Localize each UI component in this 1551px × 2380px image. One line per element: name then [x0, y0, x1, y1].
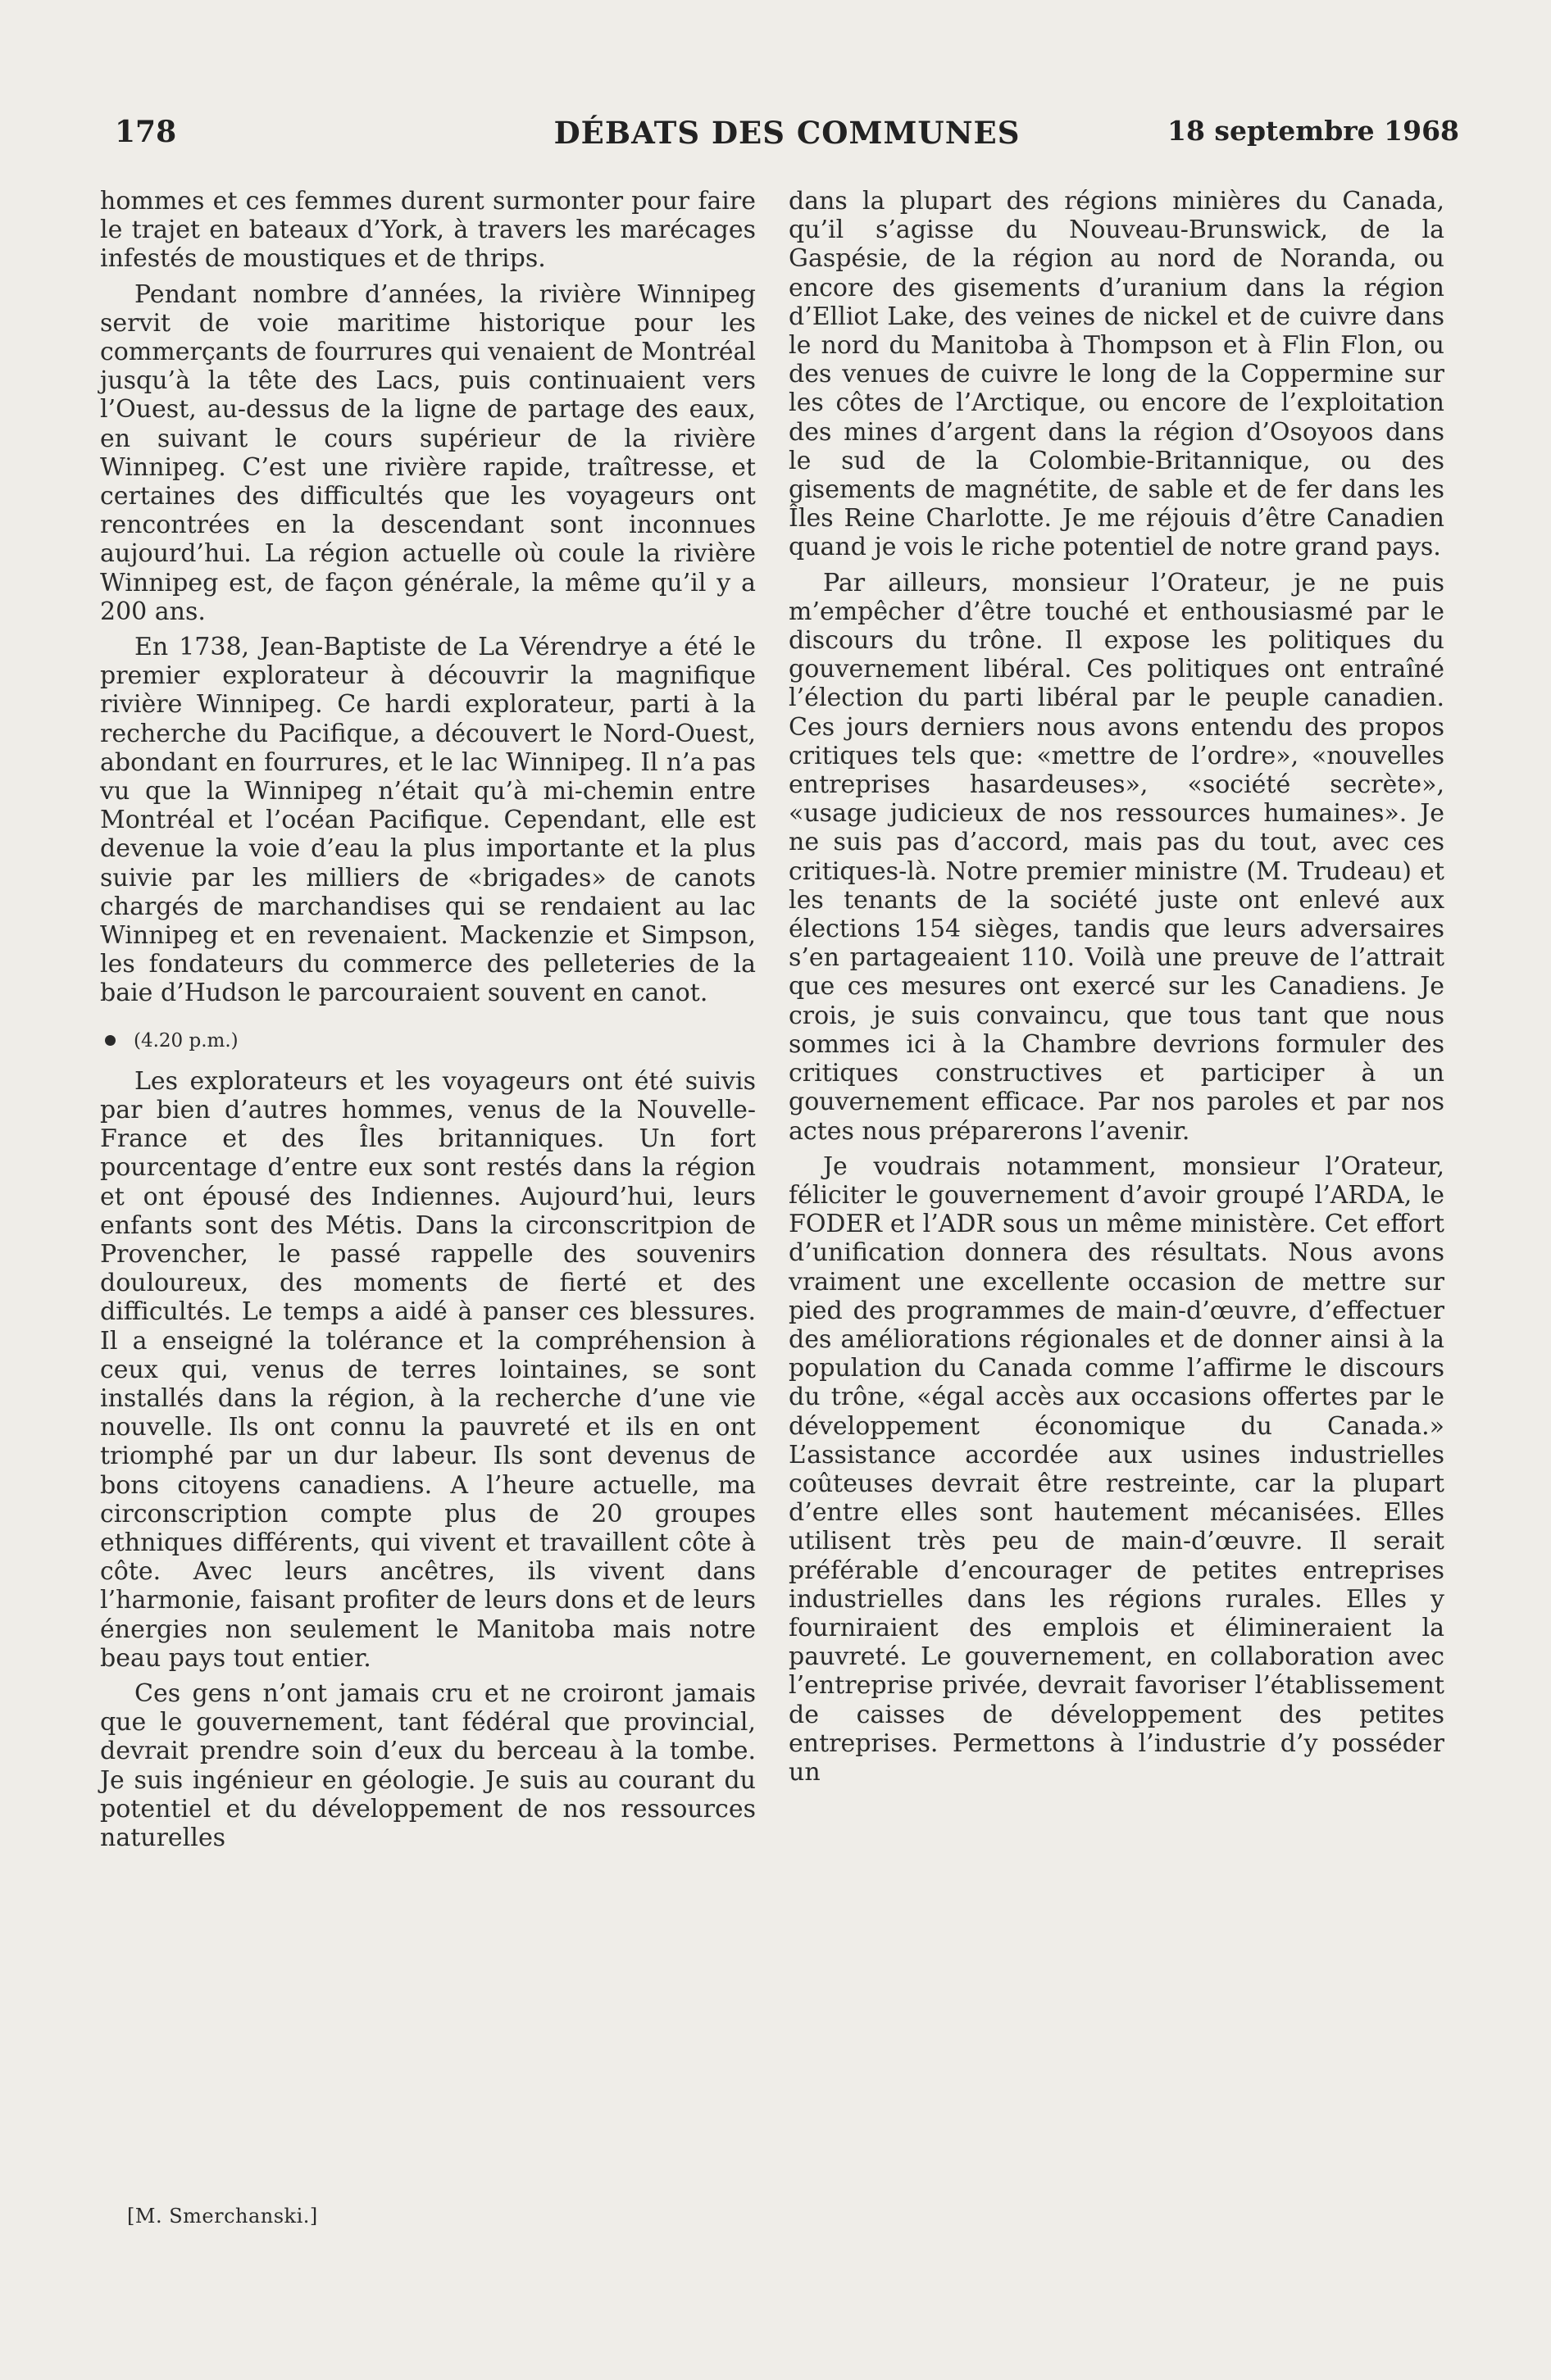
paragraph: Les explorateurs et les voyageurs ont été suivis par bien d’autres hommes, venus de la Nouvelle-France et des Îles britanniques. Un fort pourcentage d’entre eux sont restés dans la région et ont épousé des Indiennes. Aujourd’hui, leurs enfants sont des Métis. Dans la circonscritpion de Provencher, le passé rappelle des souvenirs douloureux, des moments de fierté et des difficultés. Le temps a aidé à panser ces blessures. Il a enseigné la tolérance et la compréhension à ceux qui, venus de terres lointaines, se sont installés dans la région, à la recherche d’une vie nouvelle. Ils ont connu la pauvreté et ils en ont triomphé par un dur labeur. Ils sont devenus de bons citoyens canadiens. A l’heure actuelle, ma circonscription compte plus de 20 groupes ethniques différents, qui vivent et travaillent côte à côte. Avec leurs ancêtres, ils vivent dans l’harmonie, faisant profiter de leurs dons et de leurs énergies non seulement le Manitoba mais notre beau pays tout entier. [100, 1066, 756, 1673]
time-marker-text: (4.20 p.m.) [134, 1029, 239, 1051]
left-column [100, 187, 756, 1859]
paragraph: dans la plupart des régions minières du Canada, qu’il s’agisse du Nouveau-Brunswick, de la Gaspésie, de la région au nord de Noranda, ou encore des gisements d’uranium dans la région d’Elliot Lake, des veines de nickel et de cuivre dans le nord du Manitoba à Thompson et à Flin Flon, ou des venues de cuivre le long de la Coppermine sur les côtes de l’Arctique, ou encore de l’exploitation des mines d’argent dans la région d’Osoyoos dans le sud de la Colombie-Britannique, ou des gisements de magnétite, de sable et de fer dans les Îles Reine Charlotte. Je me réjouis d’être Canadien quand je vois le riche potentiel de notre grand pays. [789, 187, 1444, 562]
page-number: 178 [115, 115, 177, 149]
paragraph: Par ailleurs, monsieur l’Orateur, je ne puis m’empêcher d’être touché et enthousiasmé par le discours du trône. Il expose les politiques du gouvernement libéral. Ces politiques ont entraîné l’élection du parti libéral par le peuple canadien. Ces jours derniers nous avons entendu des propos critiques tels que: «mettre de l’ordre», «nouvelles entreprises hasardeuses», «société secrète», «usage judicieux de nos ressources humaines». Je ne suis pas d’accord, mais pas du tout, avec ces critiques-là. Notre premier ministre (M. Trudeau) et les tenants de la société juste ont enlevé aux élections 154 sièges, tandis que leurs adversaires s’en partageaient 110. Voilà une preuve de l’attrait que ces mesures ont exercé sur les Canadiens. Je crois, je suis convaincu, que tous tant que nous sommes ici à la Chambre devrions formuler des critiques constructives et participer à un gouvernement efficace. Par nos paroles et par nos actes nous préparerons l’avenir. [789, 568, 1444, 1146]
journal-title: DÉBATS DES COMMUNES [553, 115, 1021, 151]
paragraph: Je voudrais notamment, monsieur l’Orateur, féliciter le gouvernement d’avoir groupé l’ARDA, le FODER et l’ADR sous un même ministère. Cet effort d’unification donnera des résultats. Nous avons vraiment une excellente occasion de mettre sur pied des programmes de main-d’œuvre, d’effectuer des améliorations régionales et de donner ainsi à la population du Canada comme l’affirme le discours du trône, «égal accès aux occasions offertes par le développement économique du Canada.» L’assistance accordée aux usines industrielles coûteuses devrait être restreinte, car la plupart d’entre elles sont hautement mécanisées. Elles utilisent très peu de main-d’œuvre. Il serait préférable d’encourager de petites entreprises industrielles dans les régions rurales. Elles y fourniraient des emplois et élimineraient la pauvreté. Le gouvernement, en collaboration avec l’entreprise privée, devrait favoriser l’établissement de caisses de développement des petites entreprises. Permettons à l’industrie d’y posséder un [789, 1151, 1444, 1787]
paragraph: En 1738, Jean-Baptiste de La Vérendrye a été le premier explorateur à découvrir la magnifique rivière Winnipeg. Ce hardi explorateur, parti à la recherche du Pacifique, a découvert le Nord-Ouest, abondant en fourrures, et le lac Winnipeg. Il n’a pas vu que la Winnipeg n’était qu’à mi-chemin entre Montréal et l’océan Pacifique. Cependant, elle est devenue la voie d’eau la plus importante et la plus suivie par les milliers de «brigades» de canots chargés de marchandises qui se rendaient au lac Winnipeg et en revenaient. Mackenzie et Simpson, les fondateurs du commerce des pelleteries de la baie d’Hudson le parcouraient souvent en canot. [100, 633, 756, 1008]
time-marker [100, 1029, 756, 1052]
paragraph: Pendant nombre d’années, la rivière Winnipeg servit de voie maritime historique pour les commerçants de fourrures qui venaient de Montréal jusqu’à la tête des Lacs, puis continuaient vers l’Ouest, au-dessus de la ligne de partage des eaux, en suivant le cours supérieur de la rivière Winnipeg. C’est une rivière rapide, traîtresse, et certaines des difficultés que les voyageurs ont rencontrées en la descendant sont inconnues aujourd’hui. La région actuelle où coule la rivière Winnipeg est, de façon générale, la même qu’il y a 200 ans. [100, 279, 756, 626]
speaker-tag: [M. Smerchanski.] [127, 2205, 318, 2228]
paragraph: Ces gens n’ont jamais cru et ne croiront jamais que le gouvernement, tant fédéral que provincial, devrait prendre soin d’eux du berceau à la tombe. Je suis ingénieur en géologie. Je suis au courant du potentiel et du développement de nos ressources naturelles [100, 1678, 756, 1852]
right-column [789, 187, 1444, 1793]
paragraph: hommes et ces femmes durent surmonter pour faire le trajet en bateaux d’York, à travers les marécages infestés de moustiques et de thrips. [100, 187, 756, 274]
header-date: 18 septembre 1968 [1167, 115, 1459, 147]
bullet-icon [105, 1035, 116, 1046]
page-header [115, 115, 1459, 156]
